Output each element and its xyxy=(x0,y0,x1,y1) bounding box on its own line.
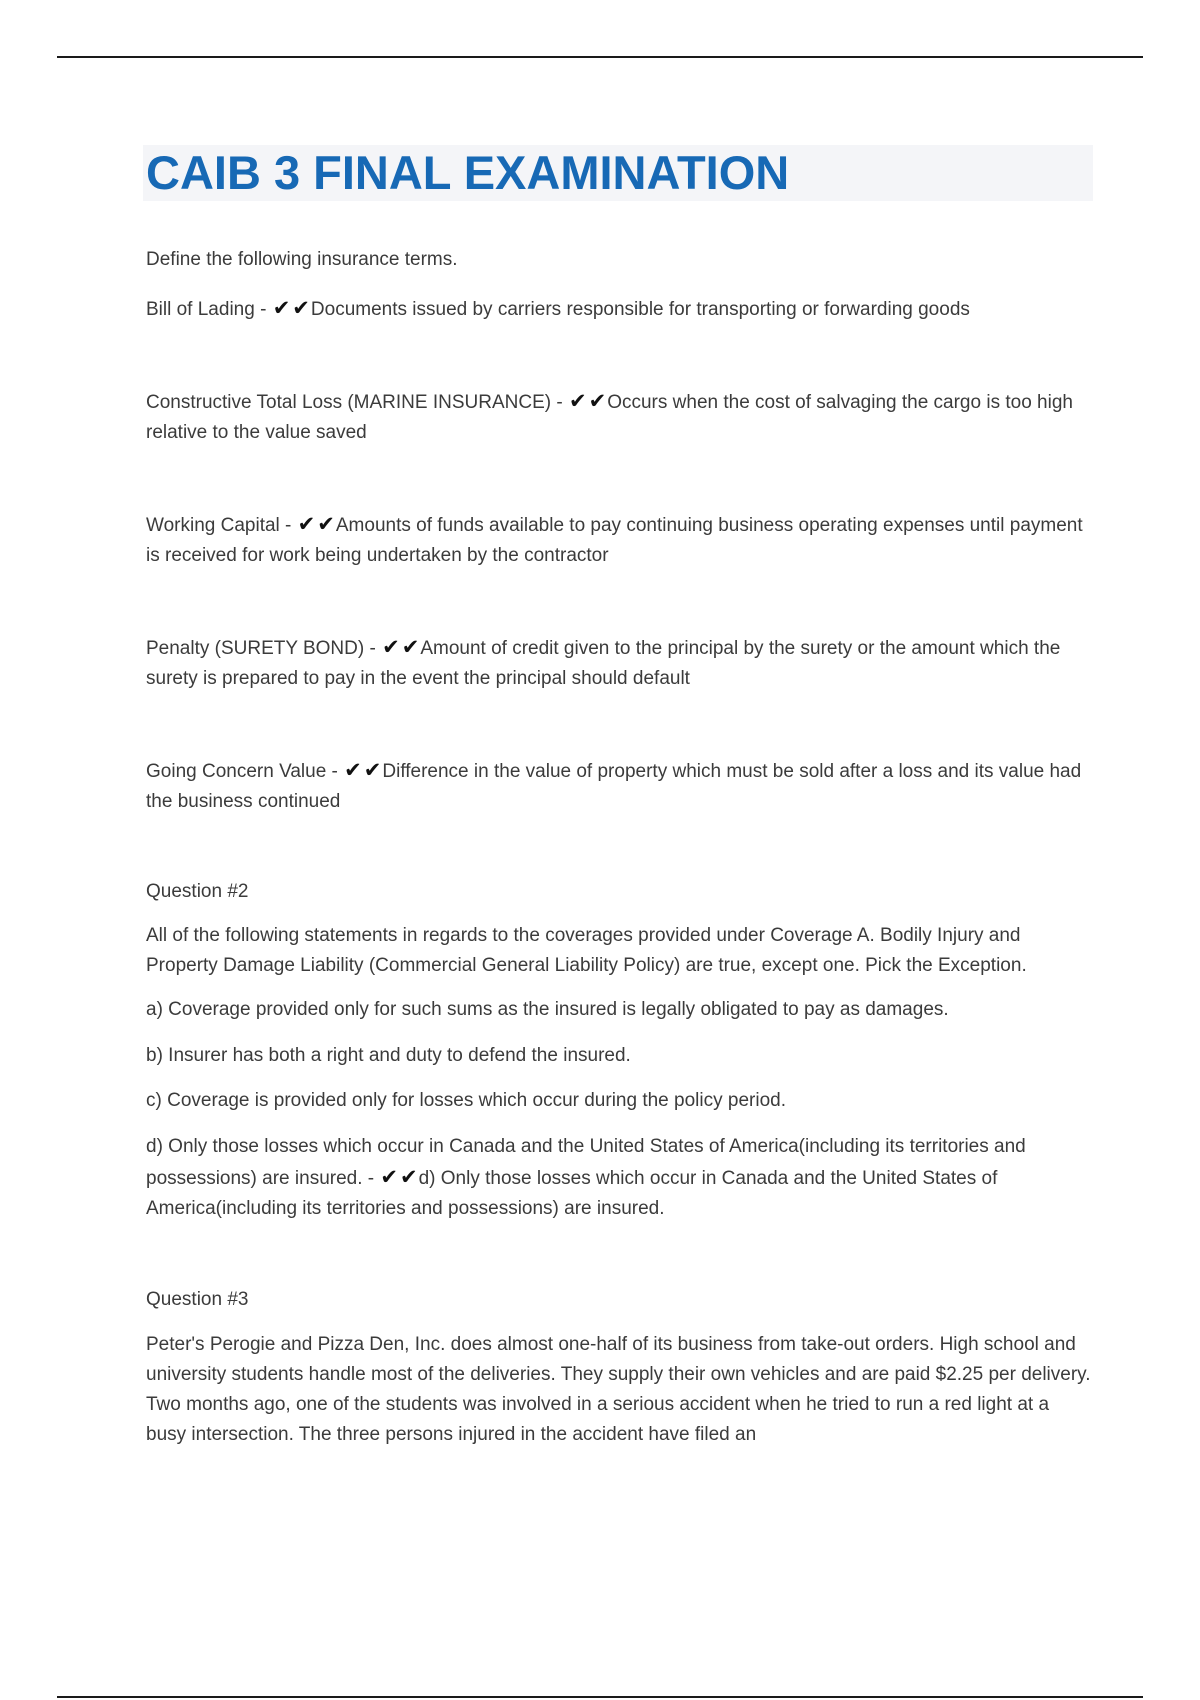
question-stem: All of the following statements in regards to the coverages provided under Coverage A. Bodily Injury and Property Damage Liability (Commercial General Liability Policy) are true, except one. Pick the Exception. xyxy=(146,925,1027,976)
header-rule xyxy=(57,56,1143,58)
check-icon: ✔ xyxy=(568,389,587,413)
question-stem: Peter's Perogie and Pizza Den, Inc. does almost one-half of its business from take-out orders. High school and university students handle most of the deliveries. They supply their own vehicles and are paid $2.25 per delivery. Two months ago, one of the students was involved in a serious accident when he tried to run a red light at a busy intersection. The three persons injured in the accident have filed an xyxy=(146,1334,1091,1445)
intro-text: Define the following insurance terms. xyxy=(146,249,458,270)
check-icon: ✔ xyxy=(588,389,607,413)
term-entry xyxy=(146,386,1094,448)
answer-option: b) Insurer has both a right and duty to defend the insured. xyxy=(146,1045,631,1066)
answer-option: a) Coverage provided only for such sums as the insured is legally obligated to pay as damages. xyxy=(146,999,949,1020)
check-icon: ✔ xyxy=(297,512,316,536)
term-definition: Occurs when the cost of salvaging the cargo is too high relative to the value saved xyxy=(146,392,1073,443)
option-d-text: d) Only those losses which occur in Canada and the United States of America(including its territories and possessions) are insured. - xyxy=(146,1136,1026,1189)
check-icon: ✔ xyxy=(317,512,335,536)
term-name: Penalty (SURETY BOND) - xyxy=(146,638,376,659)
term-entry xyxy=(146,509,1094,571)
check-icon: ✔ xyxy=(380,1165,398,1189)
question-heading: Question #3 xyxy=(146,1289,249,1310)
correct-answer: d) Only those losses which occur in Canada and the United States of America(including its territories and possessions) are insured. xyxy=(146,1168,998,1219)
term-name: Constructive Total Loss (MARINE INSURANCE) - xyxy=(146,392,563,413)
term-definition: Documents issued by carriers responsible for transporting or forwarding goods xyxy=(310,299,970,320)
term-entry xyxy=(146,755,1094,817)
term-definition: Difference in the value of property which must be sold after a loss and its value had the business continued xyxy=(146,761,1082,812)
term-definition: Amount of credit given to the principal by the surety or the amount which the surety is prepared to pay in the event the principal should default xyxy=(146,638,1061,689)
term-name: Working Capital - xyxy=(146,515,292,536)
term-definition: Amounts of funds available to pay continuing business operating expenses until payment is received for work being undertaken by the contractor xyxy=(146,515,1083,566)
check-icon: ✔ xyxy=(382,635,400,659)
answer-option xyxy=(146,1132,1094,1224)
answer-option: c) Coverage is provided only for losses which occur during the policy period. xyxy=(146,1090,786,1111)
footer-rule xyxy=(57,1696,1143,1698)
term-entry xyxy=(146,632,1094,694)
check-icon: ✔ xyxy=(344,758,362,782)
term-name: Going Concern Value - xyxy=(146,761,338,782)
term-name: Bill of Lading - xyxy=(146,299,267,320)
document-title: CAIB 3 FINAL EXAMINATION xyxy=(146,146,790,199)
check-icon: ✔ xyxy=(292,296,310,320)
check-icon: ✔ xyxy=(400,1165,418,1189)
check-icon: ✔ xyxy=(272,296,291,320)
term-entry xyxy=(146,293,1094,325)
question-heading: Question #2 xyxy=(146,881,249,902)
check-icon: ✔ xyxy=(401,635,420,659)
check-icon: ✔ xyxy=(363,758,382,782)
